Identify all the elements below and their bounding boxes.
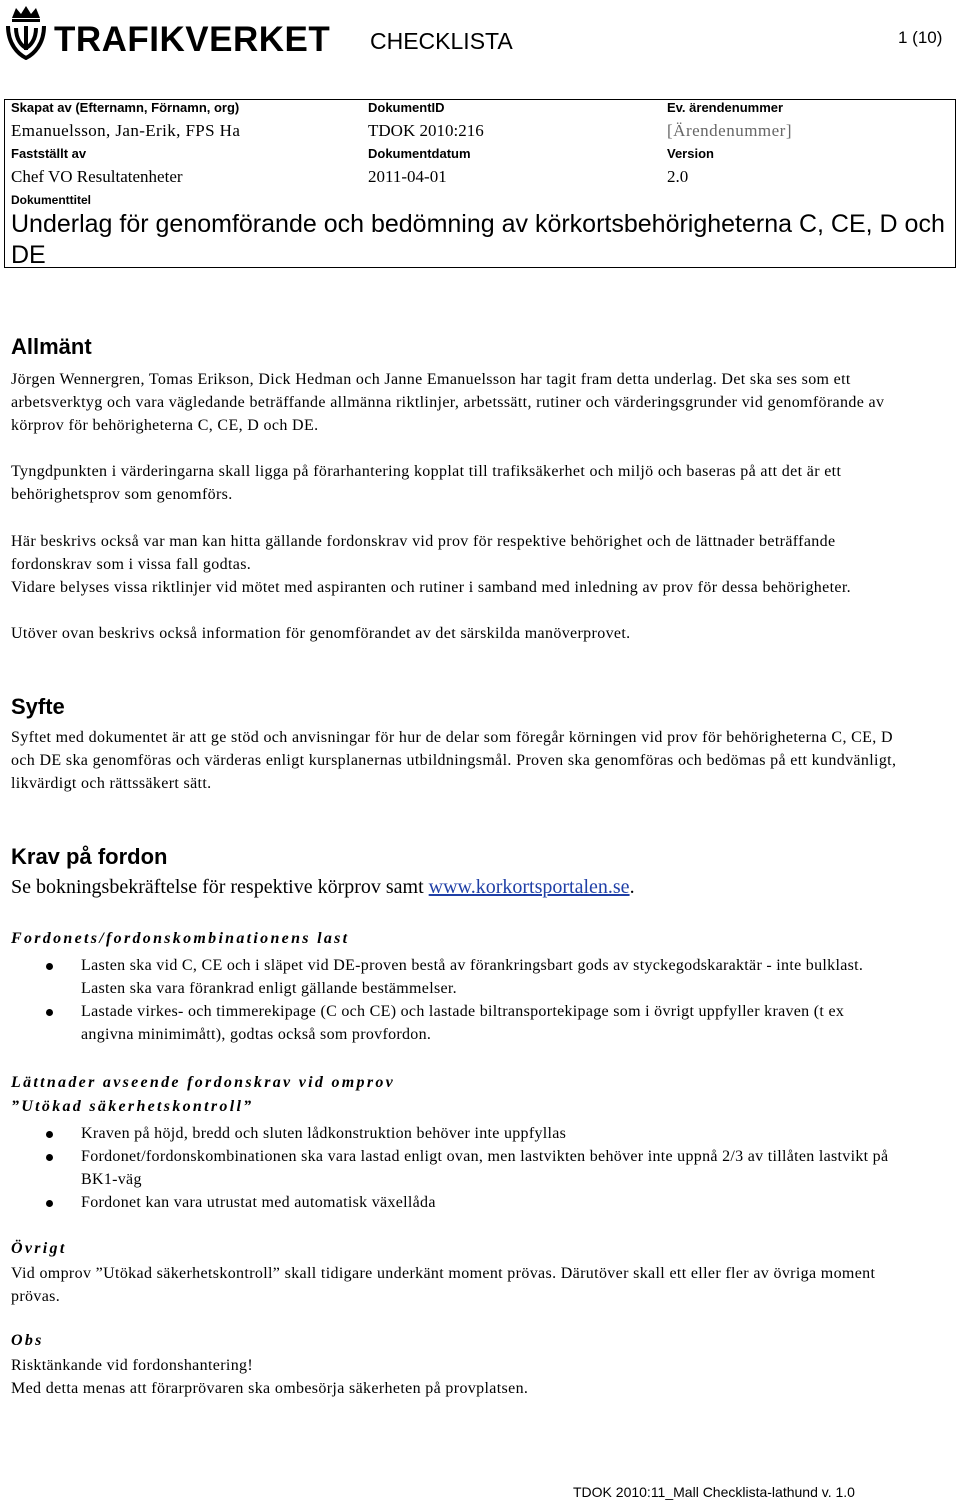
combination-load-heading: Fordonets/fordonskombinationens last — [11, 930, 350, 947]
list-item-text: Fordonet kan vara utrustat med automatisk växellåda — [81, 1194, 436, 1211]
page-number: 1 (10) — [898, 28, 943, 47]
created-by-label: Skapat av (Efternamn, Förnamn, org) — [11, 100, 240, 115]
krav-intro-end: . — [629, 876, 635, 898]
list-item — [0, 1122, 900, 1145]
bullet-icon — [46, 1154, 53, 1161]
section-heading-allmant: Allmänt — [11, 334, 92, 359]
document-meta-table — [4, 99, 956, 268]
approved-by-label: Fastställt av — [11, 146, 87, 161]
obs-line-1: Risktänkande vid fordonshantering! — [11, 1357, 254, 1374]
relief-list — [0, 1122, 900, 1214]
document-type: CHECKLISTA — [370, 28, 513, 54]
bullet-icon — [46, 1131, 53, 1138]
korkortsportalen-link[interactable]: www.korkortsportalen.se — [428, 876, 630, 898]
combination-load-list — [0, 954, 900, 1046]
allmant-paragraph-5: Utöver ovan beskrivs också information för genomförandet av det särskilda manöverprovet. — [11, 625, 631, 642]
brand-name: TRAFIKVERKET — [54, 20, 331, 59]
list-item — [0, 1000, 900, 1046]
list-item-text: Fordonet/fordonskombinationen ska vara lastad enligt ovan, men lastvikten behöver inte uppnå 2/3 av tillåten lastvikt på BK1-väg — [81, 1148, 889, 1188]
case-number-value: [Ärendenummer] — [667, 121, 793, 140]
section-heading-krav: Krav på fordon — [11, 844, 168, 869]
other-paragraph: Vid omprov ”Utökad säkerhetskontroll” skall tidigare underkänt moment prövas. Därutöver skall ett eller fler av övriga moment prövas. — [11, 1265, 876, 1305]
list-item — [0, 1191, 900, 1214]
krav-intro-text: Se bokningsbekräftelse för respektive körprov samt — [11, 876, 429, 898]
list-item-text: Lastade virkes- och timmerekipage (C och CE) och lastade biltransportekipage som i övrigt uppfyller kraven (t ex angivna minimimått), godtas också som provfordon. — [81, 1003, 845, 1043]
document-date-label: Dokumentdatum — [368, 146, 471, 161]
obs-heading: Obs — [11, 1332, 44, 1349]
crown-icon — [4, 4, 48, 60]
document-date-value: 2011-04-01 — [368, 167, 447, 186]
other-heading: Övrigt — [11, 1240, 67, 1257]
document-title: Underlag för genomförande och bedömning av körkortsbehörigheterna C, CE, D och DE — [11, 210, 945, 269]
list-item — [0, 1145, 900, 1191]
version-label: Version — [667, 146, 714, 161]
bullet-icon — [46, 1200, 53, 1207]
created-by-value: Emanuelsson, Jan-Erik, FPS Ha — [11, 121, 241, 140]
bullet-icon — [46, 1009, 53, 1016]
list-item-text: Lasten ska vid C, CE och i släpet vid DE-proven bestå av förankringsbart gods av styckegodskaraktär - inte bulklast. Lasten ska vara förankrad enligt gällande bestämmelser. — [81, 957, 864, 997]
document-id-value: TDOK 2010:216 — [368, 121, 484, 140]
relief-subheading: ”Utökad säkerhetskontroll” — [11, 1098, 254, 1115]
list-item — [0, 954, 900, 1000]
trafikverket-logo — [4, 4, 331, 60]
allmant-paragraph-2: Tyngdpunkten i värderingarna skall ligga på förarhantering kopplat till trafiksäkerhet och miljö och baseras på att det är ett behörighetsprov som genomförs. — [11, 463, 842, 503]
approved-by-value: Chef VO Resultatenheter — [11, 167, 183, 186]
obs-line-2: Med detta menas att förarprövaren ska ombesörja säkerheten på provplatsen. — [11, 1380, 529, 1397]
syfte-paragraph: Syftet med dokumentet är att ge stöd och anvisningar för hur de delar som föregår körningen vid prov för behörigheterna C, CE, D och DE ska genomföras och värderas enligt kursplanernas utbildningsmål. Proven ska genomföras och bedömas på ett kundvänligt, likvärdigt och rättssäkert sätt. — [11, 729, 897, 792]
bullet-icon — [46, 963, 53, 970]
relief-heading: Lättnader avseende fordonskrav vid omprov — [11, 1074, 396, 1091]
section-heading-syfte: Syfte — [11, 694, 65, 719]
document-id-label: DokumentID — [368, 100, 445, 115]
allmant-paragraph-3: Här beskrivs också var man kan hitta gällande fordonskrav vid prov för respektive behörighet och de lättnader beträffande fordonskrav som i vissa fall godtas. — [11, 533, 836, 573]
list-item-text: Kraven på höjd, bredd och sluten lådkonstruktion behöver inte uppfyllas — [81, 1125, 567, 1142]
allmant-paragraph-1: Jörgen Wennergren, Tomas Erikson, Dick Hedman och Janne Emanuelsson har tagit fram detta underlag. Det ska ses som ett arbetsverktyg och vara vägledande beträffande allmänna riktlinjer, arbetssätt, rutiner och värderingsgrunder vid genomförande av körprov för behörigheterna C, CE, D och DE. — [11, 371, 885, 434]
case-number-label: Ev. ärendenummer — [667, 100, 784, 115]
version-value: 2.0 — [667, 167, 689, 186]
footer-template-id: TDOK 2010:11_Mall Checklista-lathund v. 1.0 — [573, 1484, 855, 1500]
krav-intro — [11, 876, 635, 899]
allmant-paragraph-4: Vidare belyses vissa riktlinjer vid mötet med aspiranten och rutiner i samband med inledning av prov för dessa behörigheter. — [11, 579, 852, 596]
document-title-label: Dokumenttitel — [11, 193, 92, 207]
